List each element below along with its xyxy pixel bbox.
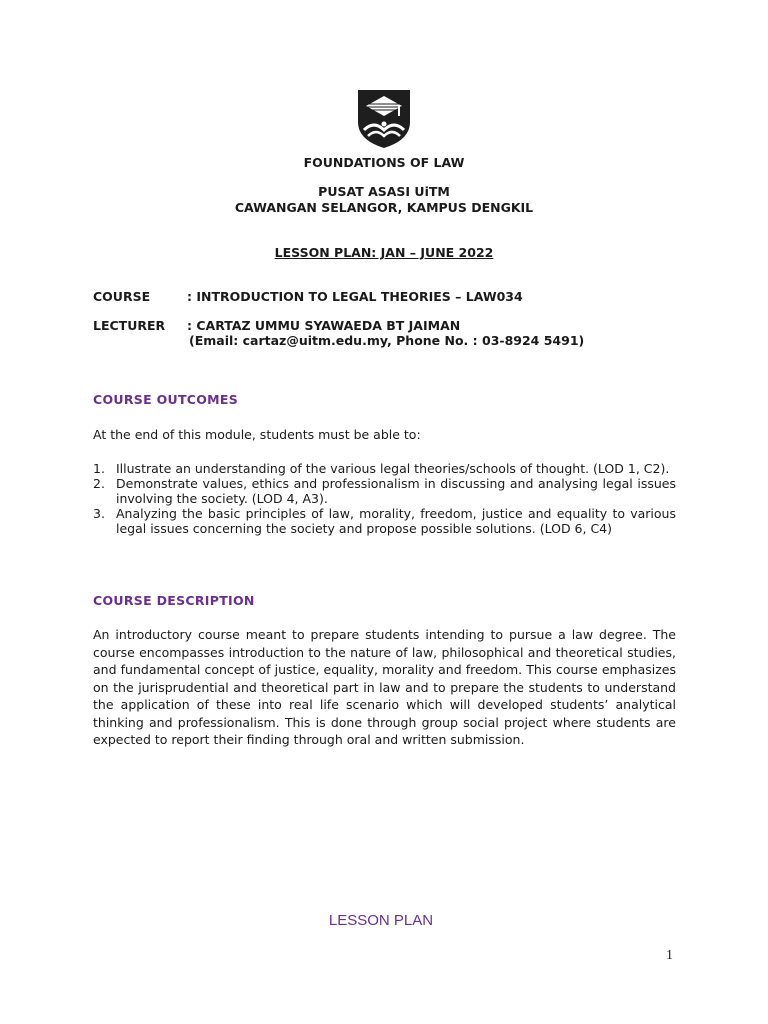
list-text: Analyzing the basic principles of law, morality, freedom, justice and equality to various legal issues concerning the society and propose possible solutions. (LOD 6, C4) <box>116 506 676 536</box>
lecturer-label: LECTURER <box>93 318 166 333</box>
course-row <box>93 289 523 304</box>
list-item <box>93 476 676 506</box>
list-item <box>93 506 676 536</box>
outcomes-list <box>93 461 676 536</box>
course-description-text: An introductory course meant to prepare students intending to pursue a law degree. The course encompasses introduction to the nature of law, philosophical and theoretical studies, and fundamental concept of justice, equality, morality and freedom. This course emphasizes on the jurisprudential and theoretical part in law and to prepare the students to understand the application of these into real life scenario which will developed students’ analytical thinking and professionalism. This is done through group social project where students are expected to report their finding through oral and written submission. <box>93 627 676 747</box>
list-number: 1. <box>93 461 105 476</box>
course-label: COURSE <box>93 289 151 304</box>
course-value: : INTRODUCTION TO LEGAL THEORIES – LAW034 <box>187 289 523 304</box>
page-number: 1 <box>666 948 673 963</box>
lecturer-contact: (Email: cartaz@uitm.edu.my, Phone No. : 03-8924 5491) <box>189 333 585 348</box>
uitm-logo-icon <box>356 88 412 150</box>
document-title: FOUNDATIONS OF LAW <box>303 155 465 170</box>
lesson-plan-title: LESSON PLAN: JAN – JUNE 2022 <box>274 245 494 260</box>
course-description-heading: COURSE DESCRIPTION <box>93 593 255 608</box>
campus-name: CAWANGAN SELANGOR, KAMPUS DENGKIL <box>234 200 534 215</box>
list-number: 2. <box>93 476 105 491</box>
list-item <box>93 461 676 476</box>
lesson-plan-heading: LESSON PLAN <box>328 912 434 929</box>
outcomes-intro: At the end of this module, students must be able to: <box>93 427 421 442</box>
list-text: Demonstrate values, ethics and professionalism in discussing and analysing legal issues involving the society. (LOD 4, A3). <box>116 476 676 506</box>
list-number: 3. <box>93 506 105 521</box>
course-outcomes-heading: COURSE OUTCOMES <box>93 392 239 407</box>
lecturer-value: : CARTAZ UMMU SYAWAEDA BT JAIMAN <box>187 318 461 333</box>
list-text: Illustrate an understanding of the various legal theories/schools of thought. (LOD 1, C2). <box>116 461 670 476</box>
institution-name: PUSAT ASASI UiTM <box>318 184 450 199</box>
lecturer-row <box>93 318 460 333</box>
